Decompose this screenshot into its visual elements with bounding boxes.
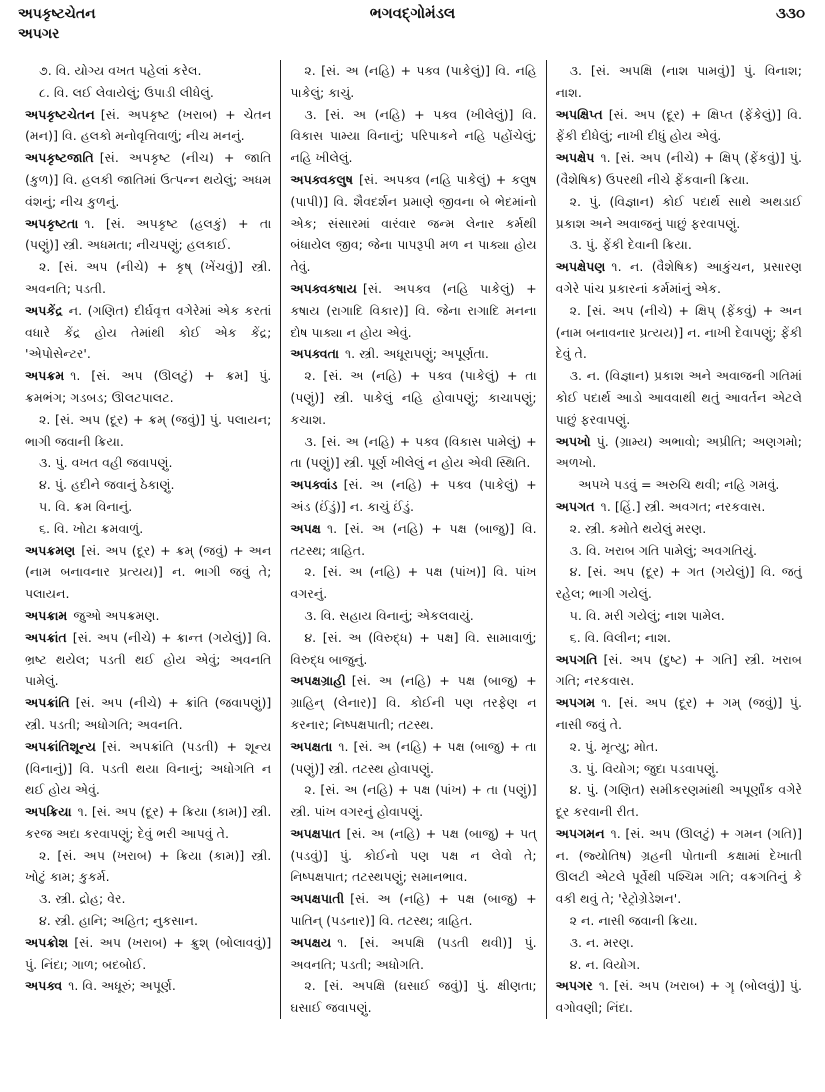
- definition-text: ૪. પું. (ગણિત) સમીકરણમાંથી અપૂર્ણાંક વગેરે દૂર કરવાની રીત.: [555, 782, 802, 820]
- definition-text: ૧. સ્ત્રી. અધૂરાપણું; અપૂર્ણતા.: [345, 346, 489, 362]
- sense-entry: [290, 779, 536, 823]
- sense-entry: [25, 60, 271, 82]
- headword: અપક્વાંડ: [290, 477, 338, 493]
- sense-entry: [556, 60, 802, 104]
- definition-text: ન. (ગણિત) દીર્ઘવૃત્ત વગેરેમાં એક કરતાં વધારે કેંદ્ર હોય તેમાંથી કોઈ એક કેંદ્ર; 'એપોસેન્ટર'.: [25, 302, 272, 362]
- definition-text: [સં. અપક્રાંતિ (પડતી) + શૂન્ય (વિનાનું)] વિ. પડતી થયા વિનાનું; અધોગતિ ન થઈ હોય એવું.: [25, 738, 272, 798]
- sense-entry: [556, 605, 802, 627]
- headword: અપગતિ: [555, 651, 598, 667]
- definition-text: ૪. ન. વિયોગ.: [569, 956, 641, 972]
- sense-entry: [556, 932, 802, 954]
- definition-text: ૨. [સં. અપ (દૂર) + ક્રમ્ (જવું)] પું. પલાયન; ભાગી જવાની ક્રિયા.: [25, 411, 272, 449]
- headword: અપગર: [555, 978, 593, 994]
- dictionary-entry: [25, 692, 271, 736]
- first-headword: અપકૃષ્ટચેતન: [18, 6, 96, 22]
- definition-text: [સં. અપક્વ (નહિ પાકેલું) + કષાય (રાગાદિ વિકાર)] વિ. જેના રાગાદિ મનના દોષ પાક્યા ન હોય એવું.: [290, 280, 537, 340]
- definition-text: ૮. વિ. લઈ લેવાયેલું; ઉપાડી લીધેલું.: [39, 84, 214, 100]
- definition-text: [સં. અપ (દૂર) + ક્ષિપ્ત (ફેંકેલું)] વિ. ફેંકી દીધેલું; નાખી દીધું હોય એવું.: [555, 106, 802, 144]
- headword: અપક્ષેપ: [555, 150, 595, 166]
- dictionary-entry: [25, 365, 271, 409]
- last-headword: અપગર: [18, 26, 60, 42]
- column-1: [16, 60, 280, 997]
- sense-entry: [556, 518, 802, 540]
- definition-text: [સં. અપ (દુષ્ટ) + ગતિ] સ્ત્રી. ખરાબ ગતિ; નરકવાસ.: [555, 651, 802, 689]
- headword: અપકૃષ્ટજાતિ: [25, 150, 94, 166]
- definition-text: ૨. સ્ત્રી. કમોતે થયેલું મરણ.: [569, 520, 707, 536]
- definition-text: ૧. [સં. અપકૃષ્ટ (હલકું) + તા (પણું)] સ્ત્રી. અધમતા; નીચપણું; હલકાઈ.: [25, 215, 272, 253]
- definition-text: ૨. [સં. અપક્ષિ (ઘસાઈ જવું)] પું. ક્ષીણતા; ઘસાઈ જવાપણું.: [290, 978, 537, 1016]
- dictionary-entry: [25, 932, 271, 976]
- headword: અપક્ષય: [290, 934, 332, 950]
- headword: અપક્ષિપ્ત: [555, 106, 603, 122]
- definition-text: ૪. [સં. અ (વિરુદ્ધ) + પક્ષ] વિ. સામાવાળું; વિરુદ્ધ બાજુનું.: [290, 629, 537, 667]
- definition-text: ૩. પું. ફેંકી દેવાની ક્રિયા.: [569, 237, 692, 253]
- definition-text: અપખે પડવું = અરુચિ થવી; નહિ ગમવું.: [578, 477, 780, 493]
- definition-text: ૩. ન. (વિજ્ઞાન) પ્રકાશ અને અવાજની ગતિમાં કોઈ પદાર્થ આડો આવવાથી થતું આવર્તન એટલે પાછું ફરવાપણું.: [555, 368, 802, 427]
- definition-text: ૨. પું. (વિજ્ઞાન) કોઈ પદાર્થ સાથે અથડાઈ પ્રકાશ અને અવાજનું પાછું ફરવાપણું.: [555, 193, 802, 231]
- sense-entry: [25, 845, 271, 889]
- sense-entry: [556, 300, 802, 365]
- definition-text: ૨. [સં. અપ (નીચે) + કૃષ્ (ખેંચવું)] સ્ત્રી. અવનતિ; પડતી.: [25, 259, 272, 296]
- dictionary-entry: [556, 823, 802, 910]
- headword: અપક્રિયા: [25, 804, 72, 820]
- definition-text: ૧. [સં. અપક્ષિ (પડતી થવી)] પું. અવનતિ; પડતી; અધોગતિ.: [290, 934, 537, 972]
- dictionary-entry: [290, 518, 536, 562]
- headword: અપગમ: [555, 695, 596, 711]
- sense-entry: [556, 954, 802, 976]
- headword: અપકૃષ્ટચેતન: [25, 106, 95, 122]
- dictionary-entry: [25, 975, 271, 997]
- definition-text: ૩. સ્ત્રી. દ્રોહ; વેર.: [39, 891, 126, 907]
- sense-entry: [290, 561, 536, 605]
- dictionary-entry: [25, 801, 271, 845]
- definition-text: ૩. પું. વખત વહી જવાપણું.: [39, 455, 173, 471]
- sense-entry: [25, 82, 271, 104]
- definition-text: ૬. વિ. વિલીન; નાશ.: [569, 629, 672, 645]
- definition-text: ૨. [સં. અ (નહિ) + પક્વ (પાકેલું) + તા (પણું)] સ્ત્રી. પાકેલું નહિ હોવાપણું; કાચાપણું; કચાશ.: [290, 368, 537, 427]
- definition-text: [સં. અપ (નીચે) + ક્રાન્ત (ગયેલું)] વિ. ભ્રષ્ટ થયેલ; પડતી થઈ હોય એવું; અવનતિ પામેલું.: [25, 629, 272, 689]
- definition-text: [સં. અ (નહિ) + પક્ષ (બાજુ) + ગ્રાહિન્ (લેનાર)] વિ. કોઈની પણ તરફેણ ન કરનાર; નિષ્પક્ષપાતી; તટસ્થ.: [290, 673, 537, 732]
- headword: અપક્ષ: [290, 520, 321, 536]
- page-title: ભગવદ્ગોમંડલ: [369, 4, 456, 22]
- definition-text: ૩. પું. વિયોગ; જુદા પડવાપણું.: [569, 760, 720, 776]
- headword: અપક્રોશ: [25, 934, 69, 950]
- sense-entry: [556, 561, 802, 605]
- column-2: [280, 60, 545, 1019]
- column-3: [546, 60, 811, 1019]
- dictionary-entry: [25, 213, 271, 257]
- sense-entry: [556, 910, 802, 932]
- definition-text: ૩. [સં. અ (નહિ) + પક્વ (ખીલેલું)] વિ. વિકાસ પામ્યા વિનાનું; પરિપાકને નહિ પહોંચેલું; નહિ ખીલેલું.: [290, 106, 537, 166]
- dictionary-entry: [290, 888, 536, 932]
- definition-text: ૧. [સં. અપ (દૂર) + ગમ્ (જવું)] પું. નાસી જવું તે.: [555, 695, 802, 732]
- sense-entry: [25, 409, 271, 453]
- headword: અપક્રામ: [25, 607, 68, 623]
- headword: અપક્રમણ: [25, 542, 76, 558]
- dictionary-entry: [556, 431, 802, 475]
- headword: અપગત: [555, 498, 595, 514]
- dictionary-entry: [556, 104, 802, 148]
- dictionary-entry: [290, 736, 536, 780]
- dictionary-entry: [290, 823, 536, 888]
- sense-entry: [556, 779, 802, 823]
- headword: અપક્વતા: [290, 346, 340, 362]
- definition-text: [સં. અ (નહિ) + પક્વ (પાકેલું) + અંડ (ઈંડું)] ન. કાચું ઈંડું.: [290, 477, 537, 514]
- definition-text: ૩. [સં. અ (નહિ) + પક્વ (વિકાસ પામેલું) + તા (પણું)] સ્ત્રી. પૂર્ણ ખીલેલું ન હોય એવી સ્થિતિ.: [290, 433, 537, 471]
- headword: અપક્વ: [25, 978, 63, 994]
- headword: અપક્ષપાત: [290, 825, 341, 841]
- definition-text: ૨ ન. નાસી જવાની ક્રિયા.: [569, 913, 698, 929]
- dictionary-entry: [290, 278, 536, 343]
- dictionary-entry: [556, 975, 802, 1019]
- definition-text: ૩. વિ. ખરાબ ગતિ પામેલું; અવગતિયું.: [569, 542, 757, 558]
- headword: અપક્રમ: [25, 368, 65, 384]
- definition-text: [સં. અપક્વ (નહિ પાકેલું) + કલુષ (પાપી)] વિ. શૈવદર્શન પ્રમાણે જીવના બે ભેદમાંનો એક; સંસારમાં વારંવાર જન્મ લેનાર કર્મથી બંધાયેલ જીવ; જેના પાપરૂપી મળ ન પાક્યા હોય તેવું.: [290, 171, 537, 275]
- sense-entry: [25, 256, 271, 300]
- dictionary-entry: [290, 169, 536, 278]
- definition-text: ૧. વિ. અધૂરું; અપૂર્ણ.: [68, 978, 176, 994]
- definition-text: ૧. [સં. અપ (દૂર) + ક્રિયા (કામ)] સ્ત્રી. કરજ અદા કરવાપણું; દેવું ભરી આપવું તે.: [25, 804, 272, 841]
- headword: અપક્ષપાતી: [290, 891, 345, 907]
- definition-text: ૧. [સં. અપ (ખરાબ) + ગૄ (બોલવું)] પું. વગોવણી; નિંદા.: [555, 978, 802, 1016]
- definition-text: ૧. [સં. અ (નહિ) + પક્ષ (બાજુ)] વિ. તટસ્થ; ત્રાહિત.: [290, 520, 537, 558]
- sense-entry: [25, 888, 271, 910]
- definition-text: [સં. અપ (ખરાબ) + ક્રુશ્ (બોલાવવું)] પું. નિંદા; ગાળ; બદબોઈ.: [25, 934, 272, 972]
- dictionary-entry: [25, 147, 271, 212]
- sense-entry: [290, 605, 536, 627]
- dictionary-entry: [556, 692, 802, 736]
- dictionary-columns: [16, 60, 811, 1019]
- dictionary-entry: [556, 147, 802, 191]
- sense-entry: [556, 365, 802, 430]
- definition-text: [સં. અ (નહિ) + પક્ષ (બાજુ) + પાતિન્ (પડનાર)] વિ. તટસ્થ; ત્રાહિત.: [290, 891, 537, 929]
- headword: અપખો: [555, 433, 591, 449]
- sense-entry: [25, 452, 271, 474]
- definition-text: ૪. સ્ત્રી. હાનિ; અહિત; નુકસાન.: [39, 913, 198, 929]
- definition-text: ૩. [સં. અપક્ષિ (નાશ પામવું)] પું. વિનાશ; નાશ.: [555, 63, 802, 100]
- headword: અપક્રાંતિશૂન્ય: [25, 738, 96, 754]
- headword: અપક્ષેપણ: [555, 259, 606, 275]
- headword: અપક્રાંત: [25, 629, 67, 645]
- dictionary-entry: [25, 605, 271, 627]
- definition-text: ૪. [સં. અપ (દૂર) + ગત (ગયેલું)] વિ. જતું રહેલ; ભાગી ગયેલું.: [555, 564, 802, 602]
- sense-entry: [290, 975, 536, 1019]
- headword: અપકેંદ્ર: [25, 302, 63, 318]
- sense-entry: [556, 540, 802, 562]
- definition-text: ૧. [સં. અપ (નીચે) + ક્ષિપ્ (ફેંકવું)] પું. (વૈશેષિક) ઉપરથી નીચે ફેંકવાની ક્રિયા.: [555, 150, 802, 187]
- sense-entry: [25, 474, 271, 496]
- headword: અપક્રાંતિ: [25, 695, 70, 711]
- definition-text: ૩. વિ. સહાય વિનાનું; એકલવાયું.: [304, 607, 474, 623]
- page-number: ૩૩૦: [775, 4, 805, 22]
- sense-entry: [290, 104, 536, 169]
- dictionary-entry: [556, 256, 802, 300]
- definition-text: ૨. [સં. અ (નહિ) + પક્ષ (પાંખ) + તા (પણું)] સ્ત્રી. પાંખ વગરનું હોવાપણું.: [290, 782, 537, 820]
- definition-text: [સં. અ (નહિ) + પક્ષ (બાજુ) + પત્ (પડવું)] પું. કોઈનો પણ પક્ષ ન લેવો તે; નિષ્પક્ષપાત; તટસ્થપણું; સમાનભાવ.: [290, 825, 537, 885]
- definition-text: [સં. અપ (દૂર) + ક્રમ્ (જવું) + અન (નામ બનાવનાર પ્રત્યય)] ન. ભાગી જવું તે; પલાયન.: [25, 542, 272, 602]
- sense-entry: [556, 627, 802, 649]
- definition-text: ૨. [સં. અપ (ખરાબ) + ક્રિયા (કામ)] સ્ત્રી. ખોટું કામ; કુકર્મ.: [25, 847, 272, 885]
- definition-text: ૬. વિ. ખોટા ક્રમવાળું.: [39, 520, 144, 536]
- headword: અપક્ષતા: [290, 738, 333, 754]
- sense-entry: [25, 518, 271, 540]
- sense-entry: [25, 496, 271, 518]
- page-header: [0, 0, 825, 60]
- definition-text: ૧. [સં. અપ (ઊલટું) + ક્રમ] પું. ક્રમભંગ; ગડબડ; ઊલટપાલટ.: [25, 368, 272, 405]
- headword: અપગમન: [555, 825, 605, 841]
- dictionary-entry: [25, 627, 271, 692]
- definition-text: ૧. [સં. અપ (ઊલટું) + ગમન (ગતિ)] ન. (જ્યોતિષ) ગ્રહની પોતાની કક્ષામાં દેખાતી ઊલટી એટલે પૂર્વેથી પશ્ચિમ ગતિ; વક્રગતિનું કે વકી થવું તે; 'રેટ્રોગ્રેડેશન'.: [555, 825, 802, 907]
- dictionary-entry: [25, 540, 271, 605]
- dictionary-entry: [556, 649, 802, 693]
- idiom-entry: [556, 474, 802, 496]
- definition-text: ૫. વિ. મરી ગયેલું; નાશ પામેલ.: [569, 607, 725, 623]
- definition-text: ૨. [સં. અ (નહિ) + પક્ષ (પાંખ)] વિ. પાંખ વગરનું.: [290, 564, 537, 602]
- definition-text: ૧. [હિં.] સ્ત્રી. અવગત; નરકવાસ.: [600, 498, 766, 514]
- definition-text: ૧. ન. (વૈશેષિક) આકુંચન, પ્રસારણ વગેરે પાંચ પ્રકારનાં કર્મમાંનું એક.: [555, 259, 802, 296]
- sense-entry: [25, 910, 271, 932]
- headword: અપકૃષ્ટતા: [25, 215, 79, 231]
- definition-text: ૨. [સં. અપ (નીચે) + ક્ષિપ્ (ફેંકવું) + અન (નામ બનાવનાર પ્રત્યય)] ન. નાખી દેવાપણું; ફેંકી દેવું તે.: [555, 302, 802, 362]
- definition-text: ૨. પું. મૃત્યુ; મોત.: [569, 738, 659, 754]
- dictionary-entry: [290, 343, 536, 365]
- definition-text: ૪. પું. હદીને જવાનું ઠેકાણું.: [39, 477, 175, 493]
- definition-text: ૩. ન. મરણ.: [569, 934, 634, 950]
- definition-text: [સં. અપ (નીચે) + ક્રાંતિ (જવાપણું)] સ્ત્રી. પડતી; અધોગતિ; અવનતિ.: [25, 695, 272, 732]
- sense-entry: [290, 627, 536, 671]
- headword: અપક્ષગ્રાહી: [290, 673, 346, 689]
- definition-text: પું. (ગ્રામ્ય) અભાવો; અપ્રીતિ; અણગમો; અળખો.: [555, 433, 802, 471]
- dictionary-entry: [290, 670, 536, 735]
- dictionary-entry: [25, 300, 271, 365]
- definition-text: જુઓ અપક્રમણ.: [73, 607, 160, 623]
- definition-text: ૫. વિ. ક્રમ વિનાનું.: [39, 498, 133, 514]
- dictionary-entry: [25, 736, 271, 801]
- headword: અપક્વકલુષ: [290, 171, 354, 187]
- definition-text: ૭. વિ. યોગ્ય વખત પહેલાં કરેલ.: [39, 63, 202, 78]
- dictionary-entry: [290, 474, 536, 518]
- dictionary-entry: [25, 104, 271, 148]
- sense-entry: [290, 431, 536, 475]
- definition-text: [સં. અપકૃષ્ટ (નીચ) + જાતિ (કુળ)] વિ. હલકી જાતિમાં ઉત્પન્ન થયેલું; અધમ વંશનું; નીચ કુળનું.: [25, 150, 272, 209]
- sense-entry: [556, 758, 802, 780]
- dictionary-entry: [290, 932, 536, 976]
- sense-entry: [290, 365, 536, 430]
- sense-entry: [290, 60, 536, 104]
- sense-entry: [556, 234, 802, 256]
- headword: અપક્વકષાય: [290, 280, 357, 296]
- definition-text: ૧. [સં. અ (નહિ) + પક્ષ (બાજુ) + તા (પણું)] સ્ત્રી. તટસ્થ હોવાપણું.: [290, 738, 537, 776]
- definition-text: [સં. અપકૃષ્ટ (ખરાબ) + ચેતન (મન)] વિ. હલકો મનોવૃત્તિવાળું; નીચ મનનું.: [25, 106, 272, 144]
- sense-entry: [556, 736, 802, 758]
- dictionary-entry: [556, 496, 802, 518]
- definition-text: ૨. [સં. અ (નહિ) + પક્વ (પાકેલું)] વિ. નહિ પાકેલું; કાચું.: [290, 63, 537, 100]
- sense-entry: [556, 191, 802, 235]
